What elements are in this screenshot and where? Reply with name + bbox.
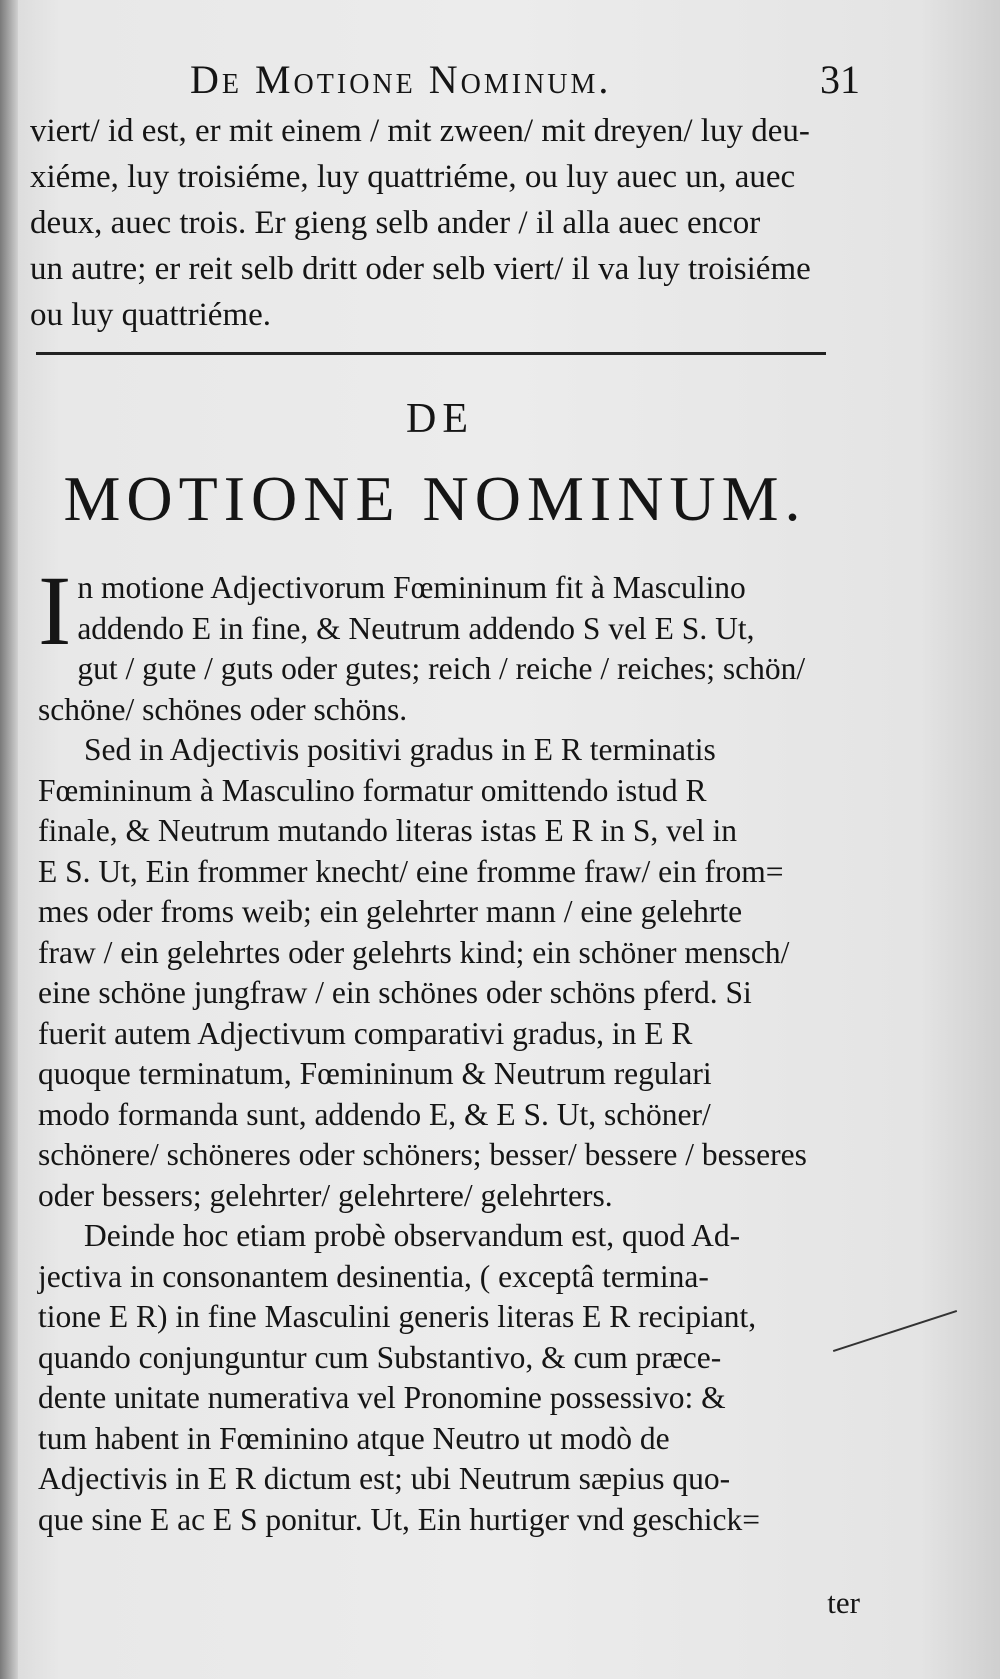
- paragraph-1: [38, 555, 868, 730]
- text-line: tione E R) in fine Masculini generis literas E R recipiant,: [38, 1299, 757, 1334]
- text-line: dente unitate numerativa vel Pronomine possessivo: &: [38, 1380, 726, 1415]
- text-line: viert/ id est, er mit einem / mit zween/ mit dreyen/ luy deu-: [30, 113, 810, 149]
- section-title: MOTIONE NOMINUM.: [63, 463, 807, 534]
- text-line: tum habent in Fœminino atque Neutro ut modò de: [38, 1420, 670, 1456]
- text-line: modo formanda sunt, addendo E, & E S. Ut, schöner/: [38, 1096, 711, 1132]
- text-line: xiéme, luy troisiéme, luy quattriéme, ou luy auec un, auec: [30, 159, 796, 195]
- text-line: deux, auec trois. Er gieng selb ander / il alla auec encor: [30, 205, 761, 241]
- text-line: quando conjunguntur cum Substantivo, & cum præce-: [38, 1339, 722, 1375]
- text-line: oder bessers; gelehrter/ gelehrtere/ gelehrters.: [38, 1177, 613, 1213]
- text-line: gut / gute / guts oder gutes; reich / reiche / reiches; schön/: [77, 651, 806, 686]
- text-line: Adjectivis in E R dictum est; ubi Neutrum sæpius quo-: [38, 1461, 731, 1496]
- text-line: n motione Adjectivorum Fœmininum fit à Masculino: [77, 570, 746, 605]
- page-gutter-edge: [0, 0, 18, 1679]
- text-line: un autre; er reit selb dritt oder selb viert/ il va luy troisiéme: [30, 251, 811, 287]
- text-line: quoque terminatum, Fœmininum & Neutrum regulari: [38, 1056, 712, 1091]
- text-line: Sed in Adjectivis positivi gradus in E R terminatis: [84, 732, 716, 767]
- running-head: [0, 56, 1000, 106]
- text-line: mes oder froms weib; ein gelehrter mann / eine gelehrte: [38, 894, 743, 929]
- text-line: E S. Ut, Ein frommer knecht/ eine fromme fraw/ ein from=: [38, 853, 784, 889]
- paragraph-2: [38, 730, 868, 1216]
- text-line: schöne/ schönes oder schöns.: [38, 691, 408, 727]
- text-line: schönere/ schöneres oder schöners; besser/ bessere / besseres: [38, 1137, 807, 1172]
- text-line: Deinde hoc etiam probè observandum est, quod Ad-: [84, 1218, 741, 1253]
- paragraph-3: [38, 1216, 868, 1540]
- section-heading-de: DE: [406, 396, 474, 442]
- text-line: Fœmininum à Masculino formatur omittendo istud R: [38, 772, 707, 808]
- previous-section-text: [30, 108, 870, 338]
- body-text: [38, 555, 868, 1540]
- text-line: eine schöne jungfraw / ein schönes oder schöns pferd. Si: [38, 975, 752, 1010]
- page-number: 31: [820, 57, 860, 102]
- text-line: ou luy quattriéme.: [30, 297, 272, 333]
- catchword: ter: [827, 1585, 860, 1620]
- text-line: fuerit autem Adjectivum comparativi gradus, in E R: [38, 1015, 693, 1051]
- text-line: finale, & Neutrum mutando literas istas E R in S, vel in: [38, 813, 738, 848]
- text-line: fraw / ein gelehrtes oder gelehrts kind; ein schöner mensch/: [38, 934, 790, 970]
- text-line: que sine E ac E S ponitur. Ut, Ein hurtiger vnd geschick=: [38, 1501, 760, 1537]
- running-title: De Motione Nominum.: [190, 57, 612, 102]
- text-line: jectiva in consonantem desinentia, ( exceptâ termina-: [38, 1258, 709, 1294]
- text-line: addendo E in fine, & Neutrum addendo S vel E S. Ut,: [77, 610, 755, 646]
- section-divider-rule: [36, 352, 826, 355]
- drop-cap: I: [38, 555, 72, 666]
